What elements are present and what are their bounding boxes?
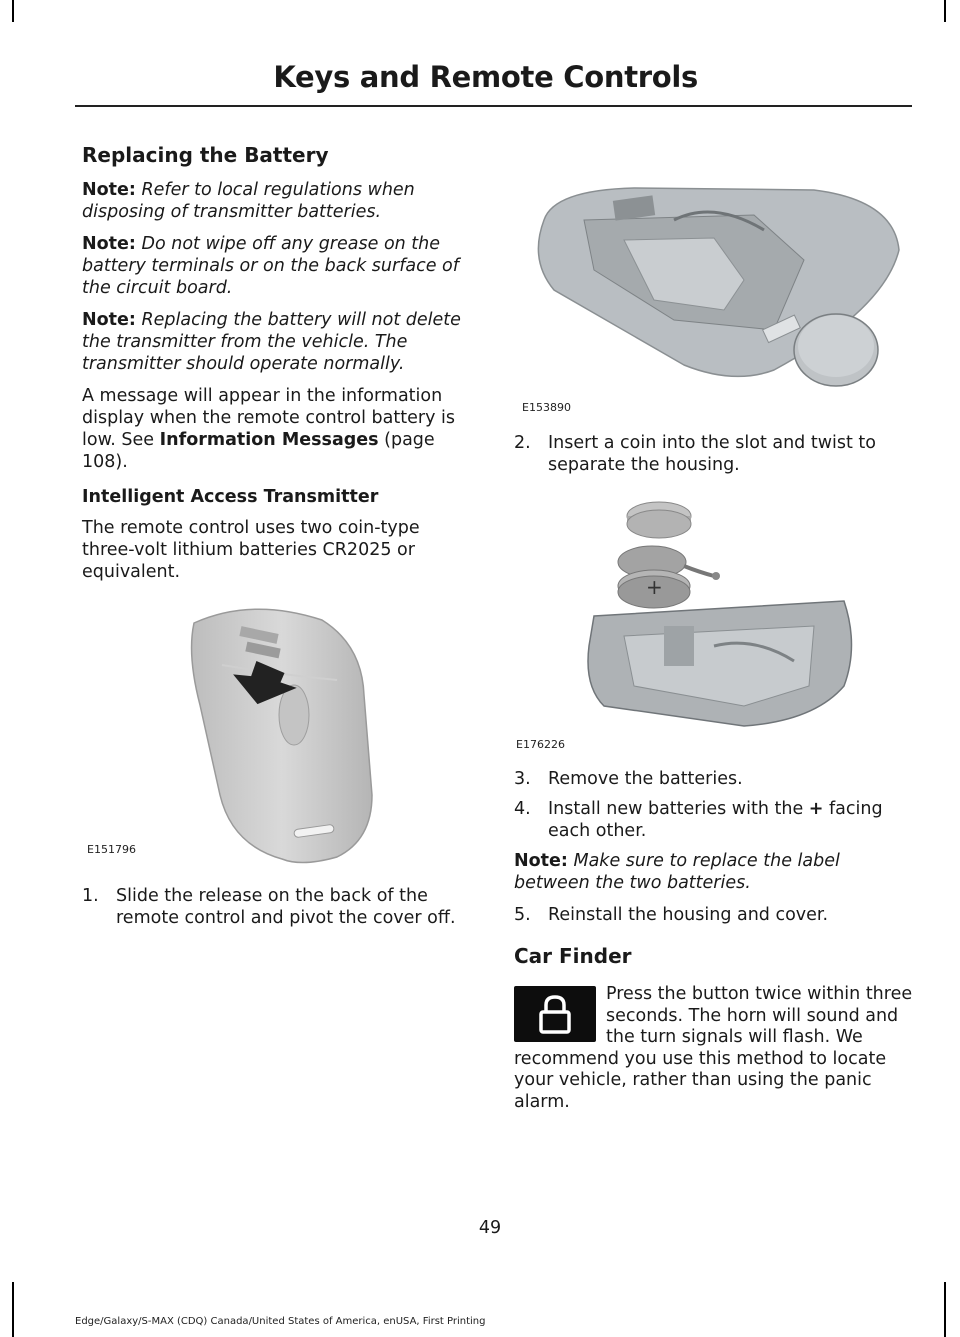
step-text-end: facing each other. [548,799,883,841]
note-text: Refer to local regulations when disposing of transmitter batteries. [82,180,415,222]
intelligent-access-text: The remote control uses two coin-type three-volt lithium batteries CR2025 or equivalent. [82,518,420,582]
crop-mark [944,0,946,22]
open-housing-figure [514,180,909,420]
note-label: Note: [514,851,568,871]
batteries-illustration [514,486,909,756]
figure-code: E176226 [516,738,565,751]
crop-mark [12,0,14,22]
header-rule [75,105,912,107]
car-finder-block [514,984,914,1113]
step-2 [514,432,914,476]
step-text: Remove the batteries. [548,769,743,789]
crop-mark [12,1282,14,1337]
note-label: Note: [82,234,136,254]
crop-mark [944,1282,946,1337]
step-1 [82,885,477,929]
note-label: Note: [82,310,136,330]
right-column [514,180,914,1113]
page-number: 49 [478,1218,502,1238]
figure-code: E153890 [522,401,571,414]
step-number: 1. [82,886,99,906]
step-number: 3. [514,769,531,789]
step-text: Slide the release on the back of the remote control and pivot the cover off. [116,886,456,928]
page-title: Keys and Remote Controls [273,60,698,94]
lock-icon [514,986,596,1042]
left-column [82,143,477,937]
step-text: Reinstall the housing and cover. [548,905,829,925]
step-4 [514,798,914,842]
step-number: 5. [514,905,531,925]
note-transmitter [82,309,477,375]
step-3 [514,768,914,790]
step-text: Install new batteries with the [548,799,809,819]
batteries-figure [514,486,909,756]
note-text: Replacing the battery will not delete the transmitter from the vehicle. The transmitter should operate normally. [82,310,461,374]
section-heading-car-finder: Car Finder [514,944,632,968]
figure-code: E151796 [87,843,136,856]
key-fob-figure [82,595,477,867]
svg-text:+: + [646,575,663,599]
section-heading-replacing-battery: Replacing the Battery [82,143,329,167]
key-fob-illustration [82,595,477,867]
step-number: 2. [514,433,531,453]
footer-text: Edge/Galaxy/S-MAX (CDQ) Canada/United States of America, enUSA, First Printing [75,1316,486,1327]
information-messages-link[interactable]: Information Messages [159,430,379,450]
plus-symbol: + [808,799,824,819]
note-grease [82,233,477,299]
step-number: 4. [514,799,531,819]
note-label: Note: [82,180,136,200]
note-text: Make sure to replace the label between the two batteries. [514,851,840,893]
battery-low-message [82,385,477,473]
step-text: Insert a coin into the slot and twist to separate the housing. [548,433,876,475]
car-finder-text: Press the button twice within three seconds. The horn will sound and the turn signals will flash. We recommend you use this method to locate your vehicle, rather than using the panic alarm. [514,984,913,1112]
open-housing-illustration [514,180,909,420]
note-label-batteries [514,850,914,894]
step-5 [514,904,914,926]
message-text: A message will appear in the information display when the remote control battery is low. See [82,386,455,450]
subheading-intelligent-access: Intelligent Access Transmitter [82,487,379,507]
note-disposal [82,179,477,223]
note-text: Do not wipe off any grease on the battery terminals or on the back surface of the circuit board. [82,234,459,298]
message-page-ref: (page 108). [82,430,435,472]
